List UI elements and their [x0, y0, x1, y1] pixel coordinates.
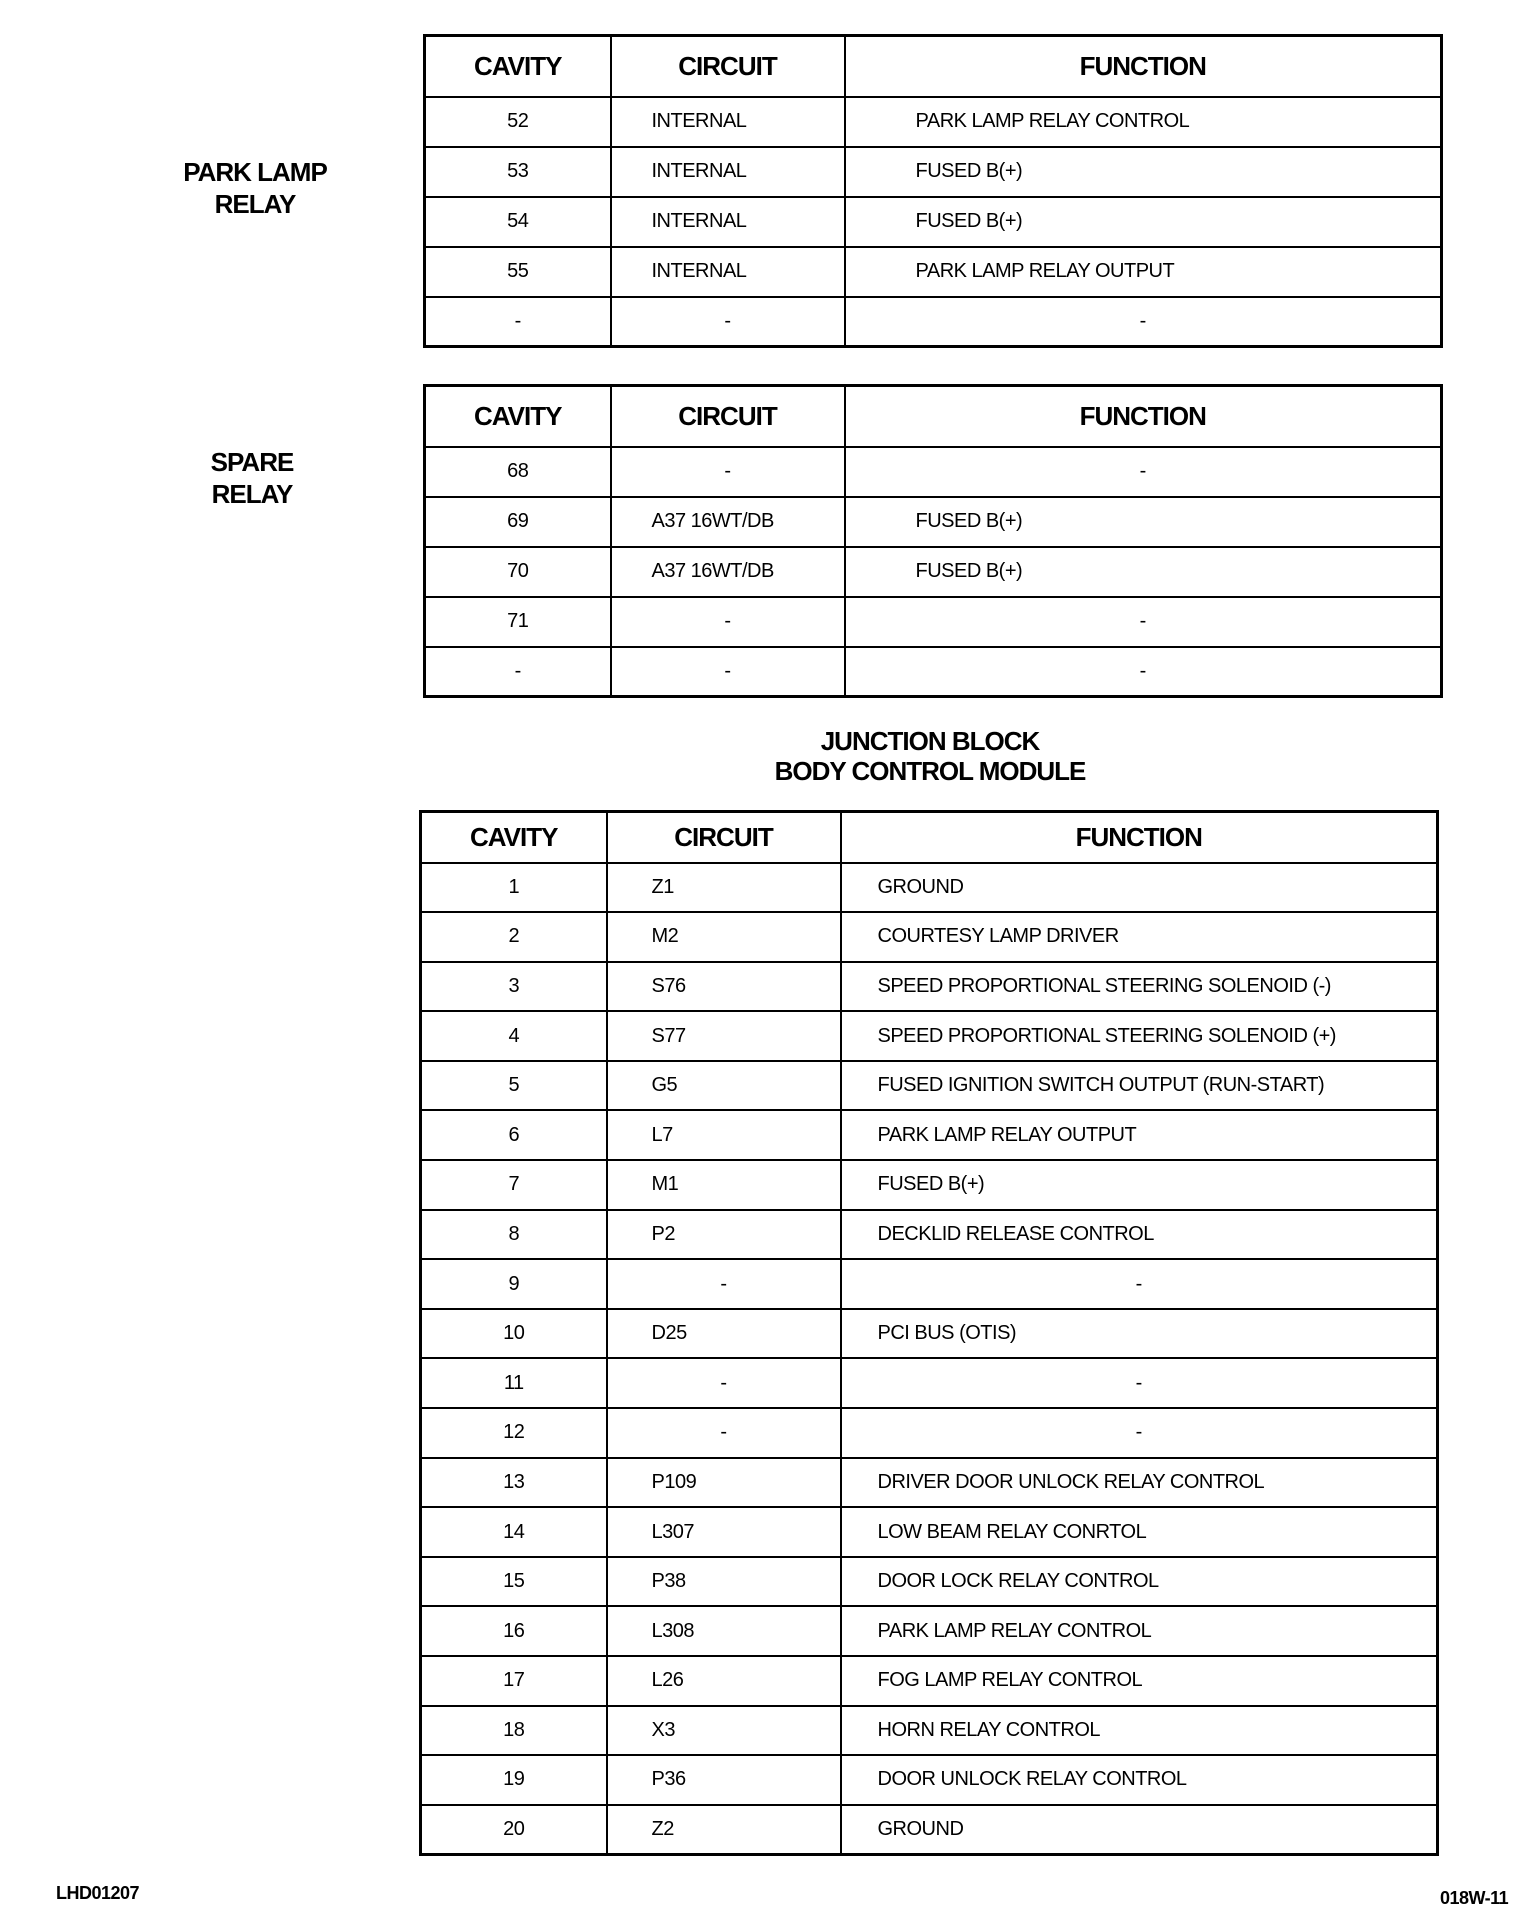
cavity-cell: 9 — [421, 1259, 607, 1309]
function-cell: - — [841, 1408, 1438, 1458]
function-cell: COURTESY LAMP DRIVER — [841, 912, 1438, 962]
cavity-cell: 53 — [425, 147, 611, 197]
circuit-cell: Z1 — [607, 863, 841, 913]
cavity-cell: 15 — [421, 1557, 607, 1607]
circuit-cell: - — [607, 1408, 841, 1458]
header-row — [425, 386, 1442, 447]
cavity-cell: - — [425, 297, 611, 347]
circuit-cell: L7 — [607, 1110, 841, 1160]
function-cell: PARK LAMP RELAY CONTROL — [845, 97, 1442, 147]
header-cavity: CAVITY — [421, 812, 607, 863]
table-row — [421, 912, 1438, 962]
header-row — [421, 812, 1438, 863]
function-cell: FUSED B(+) — [845, 547, 1442, 597]
table-row — [425, 447, 1442, 497]
table-row — [425, 147, 1442, 197]
function-cell: FUSED B(+) — [845, 147, 1442, 197]
circuit-cell: L308 — [607, 1606, 841, 1656]
cavity-cell: 13 — [421, 1458, 607, 1508]
cavity-cell: 4 — [421, 1011, 607, 1061]
function-cell: - — [845, 447, 1442, 497]
function-cell: LOW BEAM RELAY CONRTOL — [841, 1507, 1438, 1557]
cavity-cell: 6 — [421, 1110, 607, 1160]
table-row — [421, 1805, 1438, 1855]
circuit-cell: - — [611, 447, 845, 497]
spare-relay-label — [152, 446, 352, 510]
cavity-cell: 8 — [421, 1210, 607, 1260]
function-cell: - — [845, 647, 1442, 697]
circuit-cell: L307 — [607, 1507, 841, 1557]
spare-relay-table — [423, 384, 1443, 698]
header-function: FUNCTION — [841, 812, 1438, 863]
cavity-cell: 1 — [421, 863, 607, 913]
table-row — [421, 863, 1438, 913]
circuit-cell: P2 — [607, 1210, 841, 1260]
function-cell: - — [845, 297, 1442, 347]
table-row — [421, 1309, 1438, 1359]
circuit-cell: G5 — [607, 1061, 841, 1111]
table-row — [421, 1210, 1438, 1260]
table-row — [425, 297, 1442, 347]
header-cavity: CAVITY — [425, 36, 611, 97]
cavity-cell: 71 — [425, 597, 611, 647]
header-circuit: CIRCUIT — [611, 386, 845, 447]
cavity-cell: 7 — [421, 1160, 607, 1210]
park-lamp-relay-label-line1: PARK LAMP — [183, 157, 327, 187]
table-row — [421, 1458, 1438, 1508]
function-cell: - — [845, 597, 1442, 647]
function-cell: FOG LAMP RELAY CONTROL — [841, 1656, 1438, 1706]
function-cell: - — [841, 1259, 1438, 1309]
cavity-cell: 17 — [421, 1656, 607, 1706]
junction-block-title-line1: JUNCTION BLOCK — [820, 726, 1040, 756]
function-cell: GROUND — [841, 1805, 1438, 1855]
junction-block-title — [680, 726, 1180, 786]
table-row — [421, 1706, 1438, 1756]
table-row — [425, 197, 1442, 247]
park-lamp-relay-table — [423, 34, 1443, 348]
function-cell: FUSED B(+) — [841, 1160, 1438, 1210]
function-cell: SPEED PROPORTIONAL STEERING SOLENOID (+) — [841, 1011, 1438, 1061]
table-row — [421, 1408, 1438, 1458]
table-row — [425, 597, 1442, 647]
function-cell: - — [841, 1358, 1438, 1408]
function-cell: FUSED B(+) — [845, 497, 1442, 547]
circuit-cell: P38 — [607, 1557, 841, 1607]
cavity-cell: 16 — [421, 1606, 607, 1656]
cavity-cell: 19 — [421, 1755, 607, 1805]
cavity-cell: 70 — [425, 547, 611, 597]
circuit-cell: A37 16WT/DB — [611, 497, 845, 547]
table-row — [421, 1507, 1438, 1557]
cavity-cell: 10 — [421, 1309, 607, 1359]
table-row — [425, 247, 1442, 297]
cavity-cell: 3 — [421, 962, 607, 1012]
header-function: FUNCTION — [845, 386, 1442, 447]
table-row — [425, 97, 1442, 147]
cavity-cell: 55 — [425, 247, 611, 297]
function-cell: DECKLID RELEASE CONTROL — [841, 1210, 1438, 1260]
cavity-cell: 18 — [421, 1706, 607, 1756]
cavity-cell: 11 — [421, 1358, 607, 1408]
function-cell: PCI BUS (OTIS) — [841, 1309, 1438, 1359]
cavity-cell: 52 — [425, 97, 611, 147]
cavity-cell: 68 — [425, 447, 611, 497]
table-row — [421, 1011, 1438, 1061]
circuit-cell: INTERNAL — [611, 97, 845, 147]
header-row — [425, 36, 1442, 97]
cavity-cell: 2 — [421, 912, 607, 962]
circuit-cell: - — [611, 647, 845, 697]
cavity-cell: 12 — [421, 1408, 607, 1458]
function-cell: PARK LAMP RELAY OUTPUT — [845, 247, 1442, 297]
function-cell: DOOR UNLOCK RELAY CONTROL — [841, 1755, 1438, 1805]
table-row — [425, 547, 1442, 597]
circuit-cell: P36 — [607, 1755, 841, 1805]
cavity-cell: 69 — [425, 497, 611, 547]
circuit-cell: A37 16WT/DB — [611, 547, 845, 597]
table-row — [421, 1606, 1438, 1656]
circuit-cell: Z2 — [607, 1805, 841, 1855]
cavity-cell: 54 — [425, 197, 611, 247]
park-lamp-relay-label — [155, 156, 355, 220]
circuit-cell: - — [607, 1259, 841, 1309]
function-cell: FUSED B(+) — [845, 197, 1442, 247]
spare-relay-label-line2: RELAY — [211, 479, 293, 509]
table-row — [421, 1110, 1438, 1160]
table-row — [421, 1061, 1438, 1111]
junction-block-title-line2: BODY CONTROL MODULE — [774, 756, 1086, 786]
circuit-cell: S76 — [607, 962, 841, 1012]
circuit-cell: - — [607, 1358, 841, 1408]
footer-left-code: LHD01207 — [56, 1883, 140, 1903]
function-cell: SPEED PROPORTIONAL STEERING SOLENOID (-) — [841, 962, 1438, 1012]
function-cell: PARK LAMP RELAY CONTROL — [841, 1606, 1438, 1656]
function-cell: GROUND — [841, 863, 1438, 913]
circuit-cell: P109 — [607, 1458, 841, 1508]
circuit-cell: S77 — [607, 1011, 841, 1061]
cavity-cell: 14 — [421, 1507, 607, 1557]
circuit-cell: D25 — [607, 1309, 841, 1359]
table-row — [421, 1160, 1438, 1210]
function-cell: HORN RELAY CONTROL — [841, 1706, 1438, 1756]
table-row — [421, 1557, 1438, 1607]
header-circuit: CIRCUIT — [607, 812, 841, 863]
circuit-cell: INTERNAL — [611, 247, 845, 297]
circuit-cell: M2 — [607, 912, 841, 962]
spare-relay-label-line1: SPARE — [210, 447, 294, 477]
table-row — [425, 647, 1442, 697]
table-row — [421, 1755, 1438, 1805]
header-circuit: CIRCUIT — [611, 36, 845, 97]
function-cell: DRIVER DOOR UNLOCK RELAY CONTROL — [841, 1458, 1438, 1508]
header-function: FUNCTION — [845, 36, 1442, 97]
table-row — [421, 962, 1438, 1012]
circuit-cell: X3 — [607, 1706, 841, 1756]
circuit-cell: INTERNAL — [611, 197, 845, 247]
cavity-cell: 5 — [421, 1061, 607, 1111]
table-row — [421, 1358, 1438, 1408]
header-cavity: CAVITY — [425, 386, 611, 447]
table-row — [421, 1259, 1438, 1309]
table-row — [421, 1656, 1438, 1706]
footer-right-code: 018W-11 — [1440, 1888, 1509, 1908]
circuit-cell: M1 — [607, 1160, 841, 1210]
circuit-cell: - — [611, 297, 845, 347]
table-row — [425, 497, 1442, 547]
cavity-cell: 20 — [421, 1805, 607, 1855]
function-cell: PARK LAMP RELAY OUTPUT — [841, 1110, 1438, 1160]
function-cell: DOOR LOCK RELAY CONTROL — [841, 1557, 1438, 1607]
circuit-cell: - — [611, 597, 845, 647]
park-lamp-relay-label-line2: RELAY — [214, 189, 296, 219]
junction-block-table — [419, 810, 1439, 1856]
circuit-cell: L26 — [607, 1656, 841, 1706]
function-cell: FUSED IGNITION SWITCH OUTPUT (RUN-START) — [841, 1061, 1438, 1111]
cavity-cell: - — [425, 647, 611, 697]
circuit-cell: INTERNAL — [611, 147, 845, 197]
